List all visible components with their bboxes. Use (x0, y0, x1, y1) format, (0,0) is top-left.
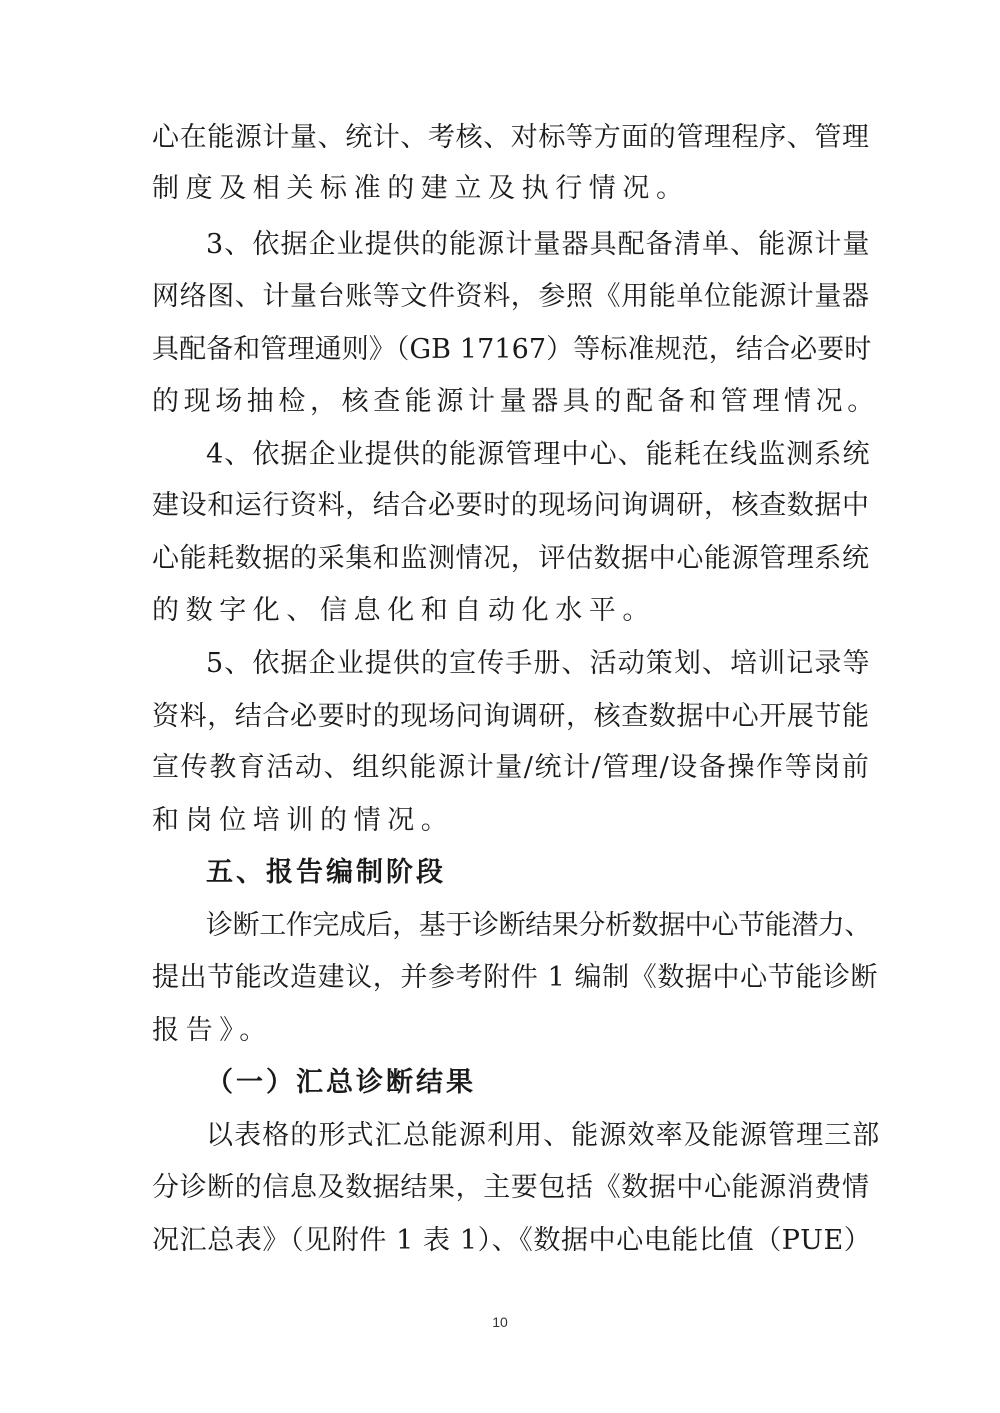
text-line: 提出节能改造建议，并参考附件 1 编制《数据中心节能诊断 (152, 962, 879, 993)
text-line: 的数字化、信息化和自动化水平。 (152, 595, 656, 626)
text-line: 具配备和管理通则》（GB 17167）等标准规范，结合必要时 (152, 334, 872, 365)
text-line: 分诊断的信息及数据结果，主要包括《数据中心能源消费情 (152, 1172, 870, 1203)
text-line: 心在能源计量、统计、考核、对标等方面的管理程序、管理 (152, 122, 870, 153)
text-line: 的现场抽检，核查能源计量器具的配备和管理情况。 (152, 386, 879, 417)
section-heading: 五、报告编制阶段 (206, 857, 446, 888)
text-line: 制度及相关标准的建立及执行情况。 (152, 173, 690, 204)
text-line: 资料，结合必要时的现场问询调研，核查数据中心开展节能 (152, 701, 870, 732)
text-line: 4、依据企业提供的能源管理中心、能耗在线监测系统 (206, 439, 871, 470)
text-line: 报告》。 (152, 1015, 273, 1046)
text-line: 心能耗数据的采集和监测情况，评估数据中心能源管理系统 (152, 543, 870, 574)
text-line: 建设和运行资料，结合必要时的现场问询调研，核查数据中 (152, 490, 870, 521)
text-line: 3、依据企业提供的能源计量器具配备清单、能源计量 (206, 229, 871, 260)
page-number: 10 (492, 1314, 508, 1330)
text-line: 诊断工作完成后，基于诊断结果分析数据中心节能潜力、 (206, 910, 871, 941)
text-line: 以表格的形式汇总能源利用、能源效率及能源管理三部 (206, 1120, 881, 1151)
text-line: 网络图、计量台账等文件资料，参照《用能单位能源计量器 (152, 281, 870, 312)
text-line: 宣传教育活动、组织能源计量/统计/管理/设备操作等岗前 (152, 752, 871, 783)
text-line: 况汇总表》（见附件 1 表 1）、《数据中心电能比值（PUE） (152, 1225, 872, 1256)
text-line: 和岗位培训的情况。 (152, 805, 455, 836)
subsection-heading: （一）汇总诊断结果 (206, 1067, 476, 1098)
text-line: 5、依据企业提供的宣传手册、活动策划、培训记录等 (206, 648, 871, 679)
